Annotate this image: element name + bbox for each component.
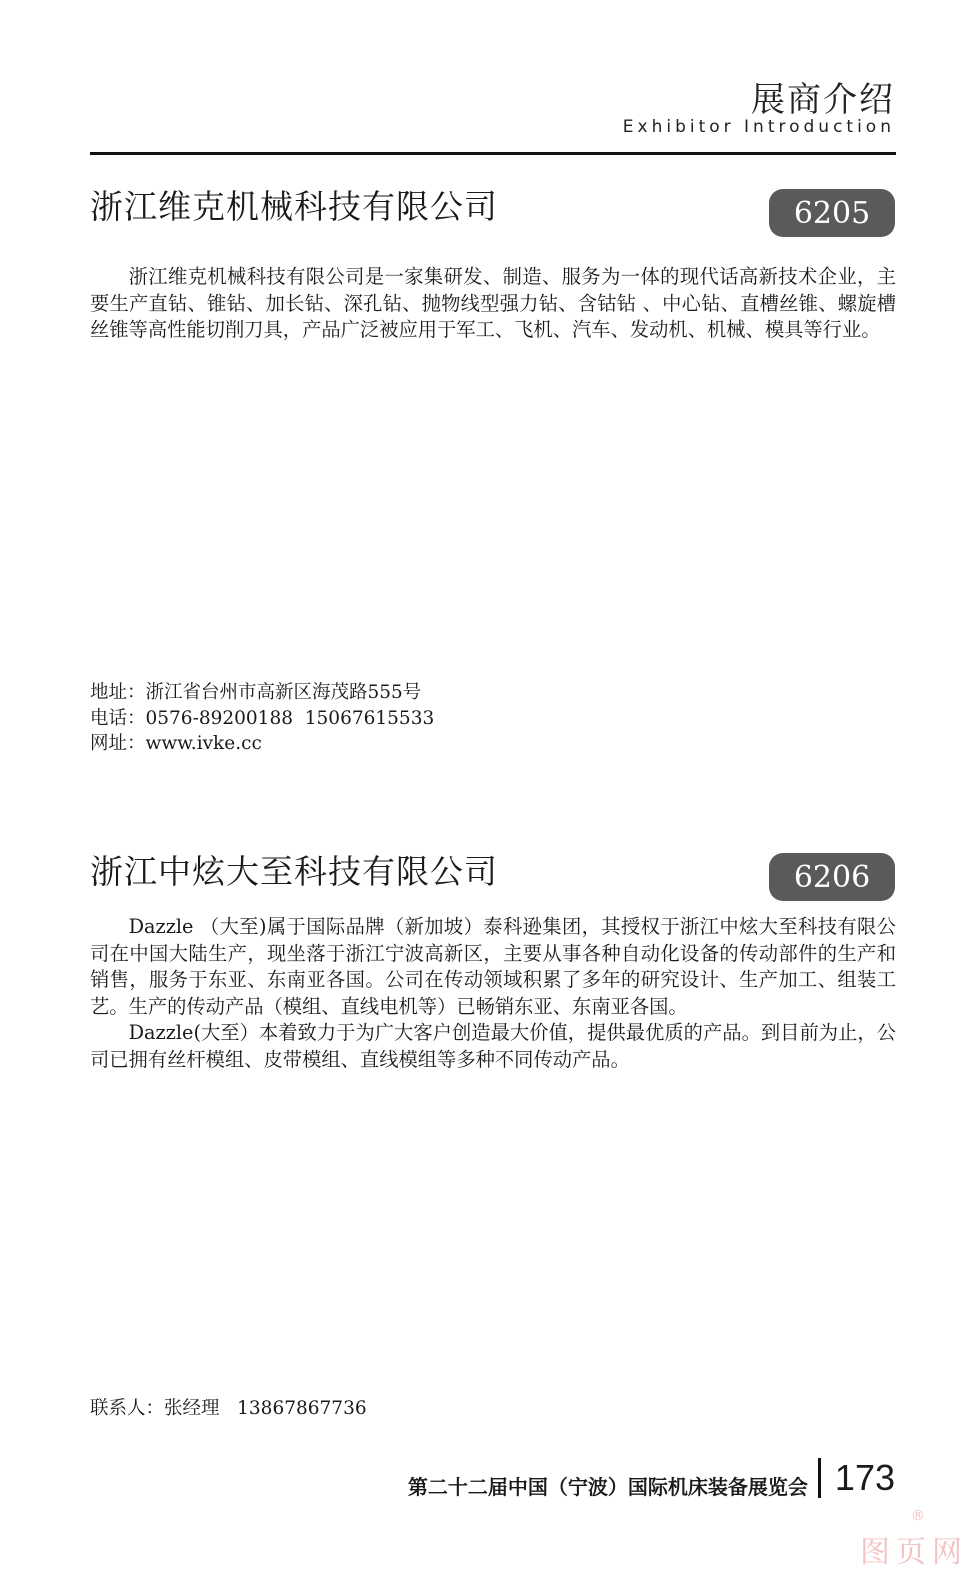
description-paragraph: 浙江维克机械科技有限公司是一家集研发、制造、服务为一体的现代话高新技术企业，主要生产直钻、锥钻、加长钻、深孔钻、抛物线型强力钻、含钴钻 、中心钻、直槽丝锥、螺旋槽丝锥等高性能切削刀具，产品广泛被应用于军工、飞机、汽车、发动机、机械、模具等行业。 [90,265,896,341]
page-number: 173 [834,1457,895,1498]
page-header-subtitle: Exhibitor Introduction [622,117,895,137]
watermark-registered-mark: ® [911,1508,925,1524]
exhibitor-name: 浙江维克机械科技有限公司 [90,187,498,226]
booth-number-badge: 6205 [769,189,895,237]
contact-phone: 电话：0576-89200188 15067615533 [90,707,435,729]
contact-person: 联系人：张经理 13867867736 [90,1398,367,1419]
description-paragraph: Dazzle （大至)属于国际品牌（新加坡）泰科逊集团，其授权于浙江中炫大至科技有限公司在中国大陆生产，现坐落于浙江宁波高新区，主要从事各种自动化设备的传动部件的生产和销售，服务于东亚、东南亚各国。公司在传动领域积累了多年的研究设计、生产加工、组装工艺。生产的传动产品（模组、直线电机等）已畅销东亚、东南亚各国。 [90,915,896,1018]
description-paragraph: Dazzle(大至）本着致力于为广大客户创造最大价值，提供最优质的产品。到目前为止，公司已拥有丝杆模组、皮带模组、直线模组等多种不同传动产品。 [90,1021,896,1071]
contact-website: 网址：www.ivke.cc [90,733,262,754]
booth-number-badge: 6206 [769,853,895,901]
contact-address: 地址：浙江省台州市高新区海茂路555号 [90,682,422,703]
exhibitor-description [90,264,896,344]
exhibitor-description [90,914,896,1073]
exhibitor-contact [90,1396,367,1422]
footer-event-title: 第二十二届中国（宁波）国际机床装备展览会 [407,1474,808,1499]
page-header-title: 展商介绍 [751,80,895,120]
exhibitor-name: 浙江中炫大至科技有限公司 [90,852,498,891]
watermark-logo: 图页网 [860,1535,968,1570]
page-footer [408,1456,895,1500]
footer-divider [818,1458,821,1498]
exhibitor-contact [90,680,434,757]
header-rule [90,152,896,155]
